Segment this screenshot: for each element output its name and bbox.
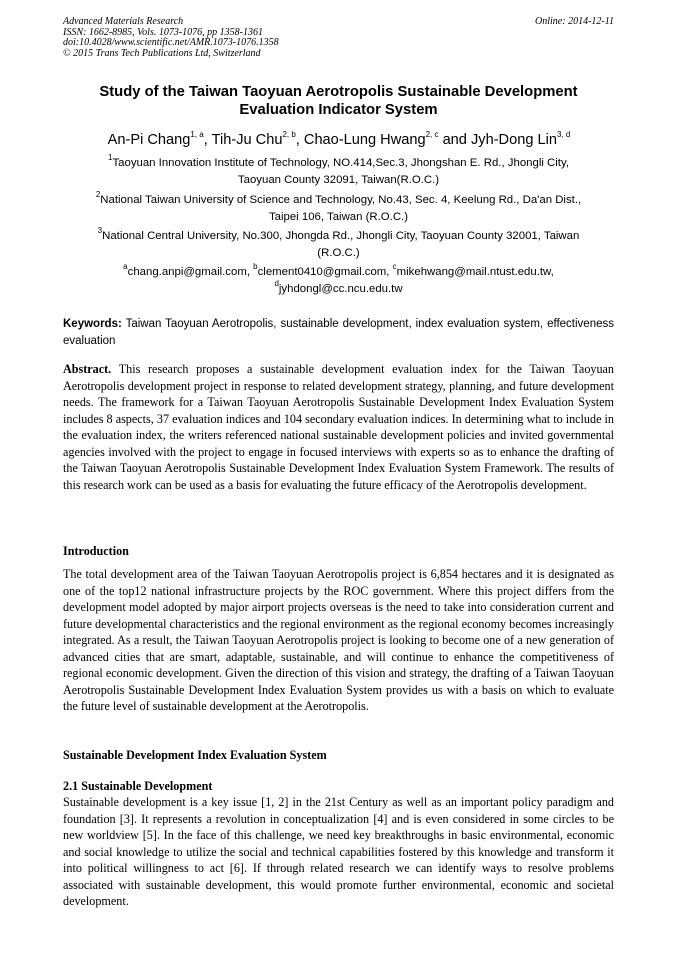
author-superscript: 2, b xyxy=(282,130,296,140)
author-superscript: 3, d xyxy=(556,130,571,140)
affiliation-line: Taoyuan County 32091, Taiwan(R.O.C.) xyxy=(237,173,440,186)
email-address: chang.anpi@gmail.com, xyxy=(127,266,254,278)
abstract xyxy=(63,361,614,493)
email-address: jyhdongl@cc.ncu.edu.tw xyxy=(278,282,403,295)
subsection-heading-2-1: 2.1 Sustainable Development xyxy=(63,779,213,793)
email-superscript: d xyxy=(274,278,279,288)
affiliation-line: (R.O.C.) xyxy=(317,246,360,259)
affiliation-3 xyxy=(63,228,614,261)
author-list xyxy=(40,131,638,149)
email-address: mikehwang@mail.ntust.edu.tw, xyxy=(396,266,554,278)
copyright-line: © 2015 Trans Tech Publications Ltd, Switzerland xyxy=(63,47,261,59)
journal-header xyxy=(63,17,279,59)
section-heading-2: Sustainable Development Index Evaluation System xyxy=(63,748,327,762)
author-emails xyxy=(63,264,614,297)
email-superscript: c xyxy=(392,262,397,272)
keywords xyxy=(63,316,614,349)
affiliation-line: Taoyuan Innovation Institute of Technology, NO.414,Sec.3, Jhongshan E. Rd., Jhongli City, xyxy=(112,157,569,169)
affiliation-number: 3 xyxy=(97,226,103,236)
email-superscript: b xyxy=(253,262,258,272)
author-superscript: 1, a xyxy=(190,130,204,140)
author-name: Chao-Lung Hwang xyxy=(303,132,426,148)
affiliation-2 xyxy=(63,192,614,225)
author-name: An-Pi Chang xyxy=(107,132,191,148)
author-separator: , xyxy=(295,132,304,148)
affiliation-line: National Central University, No.300, Jhongda Rd., Jhongli City, Taoyuan County 32001, Taiwan xyxy=(102,230,580,242)
subsection-2-1-paragraph: Sustainable development is a key issue [1, 2] in the 21st Century as well as an important policy paradigm and foundation [3]. It represents a revolution in conceptualization [4] and is even considered in some circles to be new worldview [5]. In the face of this challenge, we need key breakthroughs in basic environmental, economic and social knowledge to utilize the social and technical capabilities fostered by this knowledge and transform it into political willingness to act [6]. If through related research we can identify ways to resolve problems associated with sustainable development, this would promote further environmental, economic and societal development. xyxy=(63,795,614,908)
title-line-1: Study of the Taiwan Taoyuan Aerotropolis Sustainable Development xyxy=(99,84,578,100)
abstract-label: Abstract. xyxy=(63,362,112,376)
affiliation-line: National Taiwan University of Science and Technology, No.43, Sec. 4, Keelung Rd., Da'an Dist., xyxy=(100,194,582,206)
email-superscript: a xyxy=(123,262,128,272)
introduction-paragraph: The total development area of the Taiwan Taoyuan Aerotropolis project is 6,854 hectares and it is designated as one of the top12 national infrastructure projects by the ROC government. Where this project differs from the development model adopted by major airport projects overseas is the need to take into consideration current and future developmental characteristics and the regional environment as the regional economy becomes increasingly integrated. As a result, the Taiwan Taoyuan Aerotropolis project is looking to become one of a new generation of advanced cities that are smart, adaptable, sustainable, and will continue to enhance the competitiveness of regional economic development. Given the direction of this vision and strategy, the drafting of a Taiwan Taoyuan Aerotropolis Sustainable Development Index Evaluation System provides us with a basis on which to evaluate the future level of sustainable development at the Aerotropolis. xyxy=(63,567,614,713)
online-date: Online: 2014-12-11 xyxy=(535,16,614,27)
author-separator: , xyxy=(203,132,212,148)
affiliation-line: Taipei 106, Taiwan (R.O.C.) xyxy=(268,210,409,223)
affiliation-1 xyxy=(63,155,614,188)
author-separator: and xyxy=(438,132,471,148)
keywords-label: Keywords: xyxy=(63,318,122,330)
email-address: clement0410@gmail.com, xyxy=(257,266,393,278)
doi-line: doi:10.4028/www.scientific.net/AMR.1073-1076.1358 xyxy=(63,37,279,48)
affiliation-number: 1 xyxy=(108,153,113,163)
issn-line: ISSN: 1662-8985, Vols. 1073-1076, pp 1358-1361 xyxy=(63,26,263,38)
author-superscript: 2, c xyxy=(425,130,439,140)
author-name: Jyh-Dong Lin xyxy=(470,132,557,148)
author-name: Tih-Ju Chu xyxy=(211,132,283,148)
title-line-2: Evaluation Indicator System xyxy=(239,102,438,118)
affiliation-number: 2 xyxy=(95,190,101,200)
section-heading-introduction: Introduction xyxy=(63,544,129,558)
paper-title xyxy=(63,83,614,119)
abstract-text: This research proposes a sustainable development evaluation index for the Taiwan Taoyuan Aerotropolis development project in response to related development strategy, planning, and future development needs. The framework for a Taiwan Taoyuan Aerotropolis Sustainable Development Index Evaluation System includes 8 aspects, 37 evaluation indices and 104 secondary evaluation indices. In determining what to include in the evaluation index, the writers referenced national sustainable development policies and invited governmental agencies involved with the project to engage in focused interviews with experts so as to enhance the drafting of the Taiwan Taoyuan Aerotropolis Sustainable Development Index Evaluation System Framework. The results of this research work can be used as a basis for evaluating the future efficacy of the Aerotropolis development. xyxy=(63,362,614,492)
journal-name: Advanced Materials Research xyxy=(63,16,184,27)
keywords-text: Taiwan Taoyuan Aerotropolis, sustainable development, index evaluation system, effectiveness evaluation xyxy=(63,318,614,347)
